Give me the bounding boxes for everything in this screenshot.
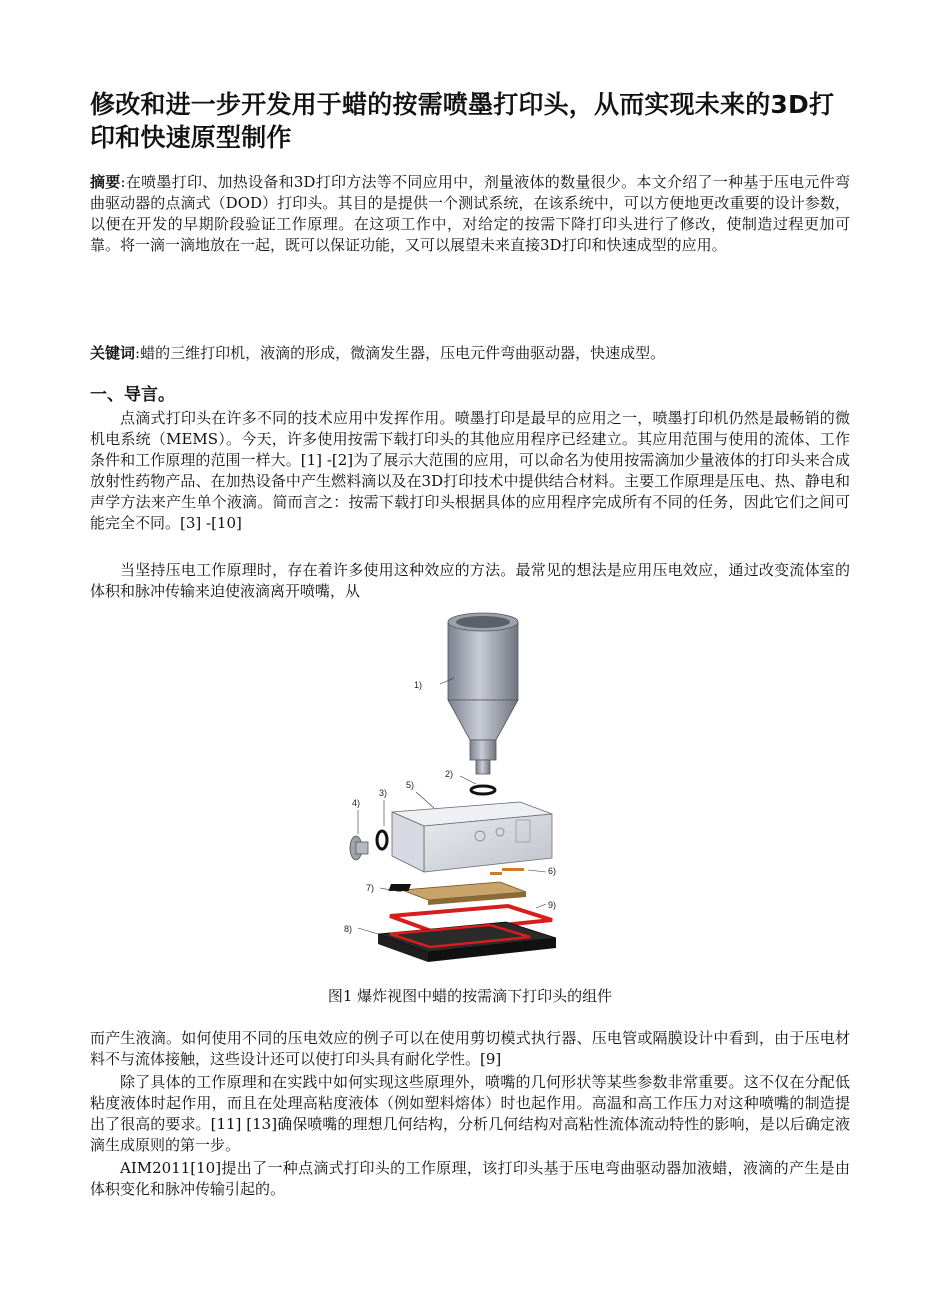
base-plate-part: [378, 922, 556, 962]
figure-label-1: 1): [414, 680, 423, 690]
figure-exploded-view: [330, 612, 590, 972]
intro-paragraph-2: 当坚持压电工作原理时，存在着许多使用这种效应的方法。最常见的想法是应用压电效应，通过改变流体室的体积和脉冲传输来迫使液滴离开喷嘴，从: [90, 561, 850, 600]
intro-paragraph-5: AIM2011[10]提出了一种点滴式打印头的工作原理，该打印头基于压电弯曲驱动器加液蜡，液滴的产生是由体积变化和脉冲传输引起的。: [90, 1159, 850, 1198]
reservoir-part: [448, 613, 518, 774]
small-o-ring-part: [377, 831, 387, 849]
figure-label-2: 2): [445, 769, 454, 779]
printhead-body-part: [392, 802, 552, 872]
figure-label-6: 6): [548, 866, 557, 876]
figure-label-4: 4): [352, 798, 361, 808]
keywords-text: :蜡的三维打印机，液滴的形成，微滴发生器，压电元件弯曲驱动器，快速成型。: [135, 344, 666, 362]
section-heading-introduction: 一、导言。: [90, 385, 175, 405]
abstract-paragraph: [90, 172, 850, 256]
abstract-text: :在喷墨打印、加热设备和3D打印方法等不同应用中，剂量液体的数量很少。本文介绍了一种基于压电元件弯曲驱动器的点滴式（DOD）打印头。其目的是提供一个测试系统，在该系统中，可以方便地更改重要的设计参数，以便在开发的早期阶段验证工作原理。在这项工作中，对给定的按需下降打印头进行了修改，使制造过程更加可靠。将一滴一滴地放在一起，既可以保证功能，又可以展望未来直接3D打印和快速成型的应用。: [90, 173, 850, 254]
figure-label-5: 5): [406, 780, 415, 790]
keywords-label: 关键词: [90, 344, 136, 362]
figure-label-8: 8): [344, 924, 353, 934]
intro-paragraph-3: 而产生液滴。如何使用不同的压电效应的例子可以在使用剪切模式执行器、压电管或隔膜设计中看到，由于压电材料不与流体接触，这些设计还可以使打印头具有耐化学性。[9]: [90, 1029, 850, 1068]
piezo-bender-part: [388, 882, 526, 905]
electrode-part: [490, 868, 524, 875]
paper-title: 修改和进一步开发用于蜡的按需喷墨打印头，从而实现未来的3D打印和快速原型制作: [90, 90, 835, 152]
abstract-label: 摘要: [90, 173, 121, 191]
figure-caption: 图1 爆炸视图中蜡的按需滴下打印头的组件: [327, 987, 613, 1005]
intro-paragraph-4: 除了具体的工作原理和在实践中如何实现这些原理外，喷嘴的几何形状等某些参数非常重要。这不仅在分配低粘度液体时起作用，而且在处理高粘度液体（例如塑料熔体）时也起作用。高温和高工作压力对这种喷嘴的制造提出了很高的要求。[11] [13]确保喷嘴的理想几何结构，分析几何结构对高粘性流体流动特性的影响，是以后确定液滴生成原则的第一步。: [90, 1073, 850, 1154]
keywords-paragraph: [90, 343, 850, 364]
intro-paragraph-1: 点滴式打印头在许多不同的技术应用中发挥作用。喷墨打印是最早的应用之一，喷墨打印机仍然是最畅销的微机电系统（MEMS）。今天，许多使用按需下载打印头的其他应用程序已经建立。其应用范围与使用的流体、工作条件和工作原理的范围一样大。[1] -[2]为了展示大范围的应用，可以命名为使用按需滴加少量液体的打印头来合成放射性药物产品、在加热设备中产生燃料滴以及在3D打印技术中提供结合材料。主要工作原理是压电、热、静电和声学方法来产生单个液滴。简而言之：按需下载打印头根据具体的应用程序完成所有不同的任务，因此它们之间可能完全不同。[3] -[10]: [90, 409, 850, 532]
figure-label-7: 7): [366, 883, 375, 893]
nozzle-screw-part: [350, 836, 368, 860]
o-ring-part: [471, 786, 495, 794]
figure-label-9: 9): [548, 900, 557, 910]
figure-label-3: 3): [379, 788, 388, 798]
